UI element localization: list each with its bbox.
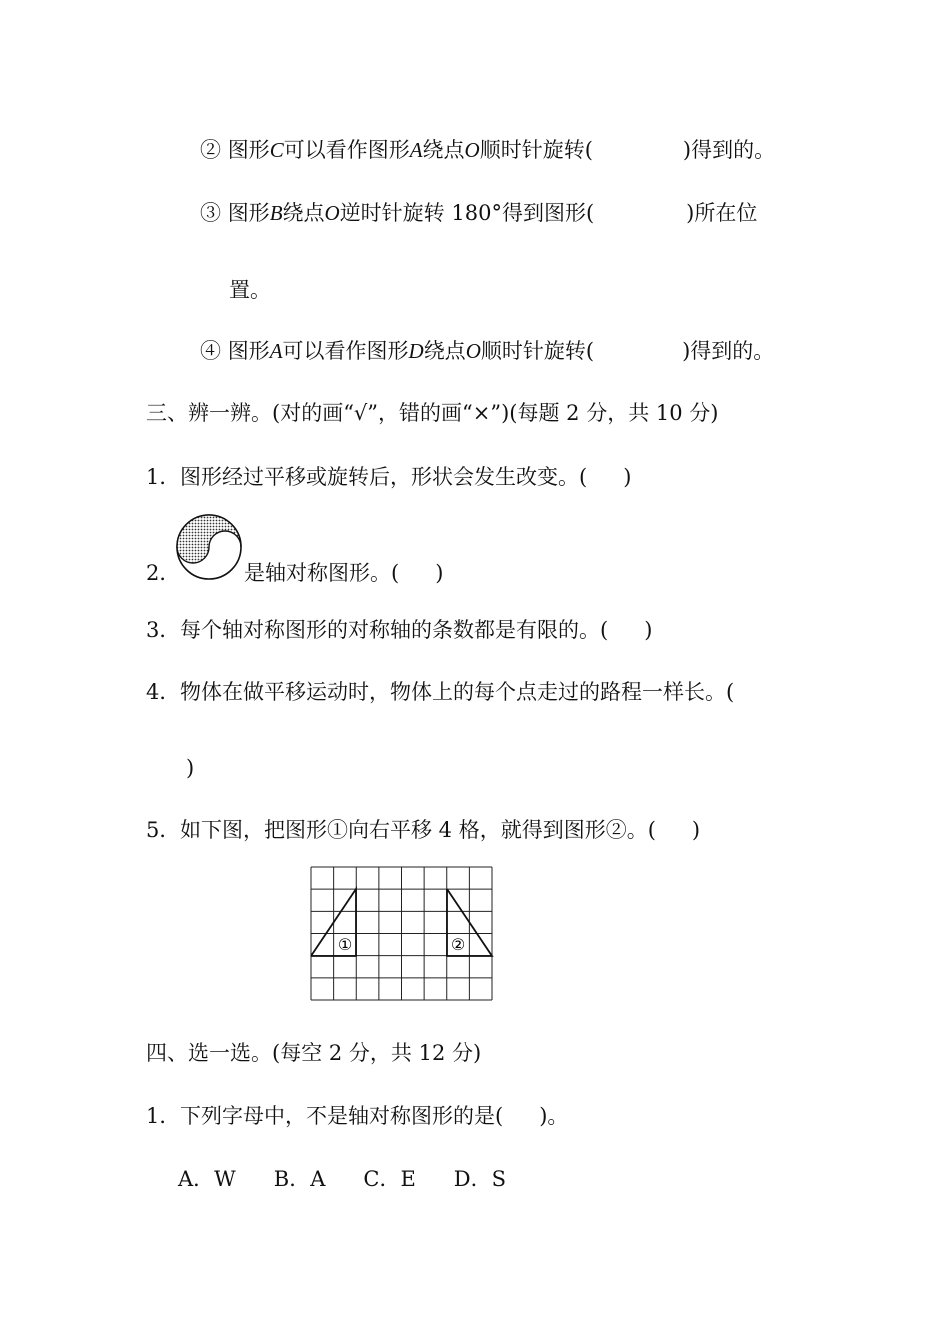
option-b[interactable]: B．A xyxy=(273,1167,326,1191)
circled-number: ④ xyxy=(200,339,221,363)
question-3-1: 1．图形经过平移或旋转后，形状会发生改变。( ) xyxy=(146,465,632,489)
question-2-4: ④ 图形A可以看作图形D绕点O顺时针旋转( )得到的。 xyxy=(200,339,775,363)
section4-title: 四、选一选。(每空 2 分，共 12 分) xyxy=(146,1041,482,1065)
circled-number: ③ xyxy=(200,201,221,225)
options-row xyxy=(178,1164,506,1194)
question-3-4-close: ) xyxy=(186,756,195,780)
shape-1-label: ① xyxy=(337,935,353,954)
question-4-1: 1．下列字母中，不是轴对称图形的是( )。 xyxy=(146,1104,569,1128)
question-3-3: 3．每个轴对称图形的对称轴的条数都是有限的。( ) xyxy=(146,618,653,642)
circled-number: ② xyxy=(200,138,221,162)
option-c[interactable]: C．E xyxy=(363,1167,416,1191)
question-3-2: 2． 是轴对称图形。( ) xyxy=(146,561,444,585)
option-a[interactable]: A．W xyxy=(178,1167,236,1191)
option-d[interactable]: D．S xyxy=(453,1167,507,1191)
section3-title: 三、辨一辨。(对的画“√”，错的画“×”)(每题 2 分，共 10 分) xyxy=(146,401,719,425)
question-3-4: 4．物体在做平移运动时，物体上的每个点走过的路程一样长。( xyxy=(146,680,735,704)
question-3-5: 5．如下图，把图形①向右平移 4 格，就得到图形②。( ) xyxy=(146,818,701,842)
question-2-3: ③ 图形B绕点O逆时针旋转 180°得到图形( )所在位 xyxy=(200,201,758,225)
shape-2-label: ② xyxy=(450,935,466,954)
question-2-3-cont: 置。 xyxy=(229,278,271,302)
question-2-2: ② 图形C可以看作图形A绕点O顺时针旋转( )得到的。 xyxy=(200,138,776,162)
translation-grid xyxy=(311,867,493,1001)
